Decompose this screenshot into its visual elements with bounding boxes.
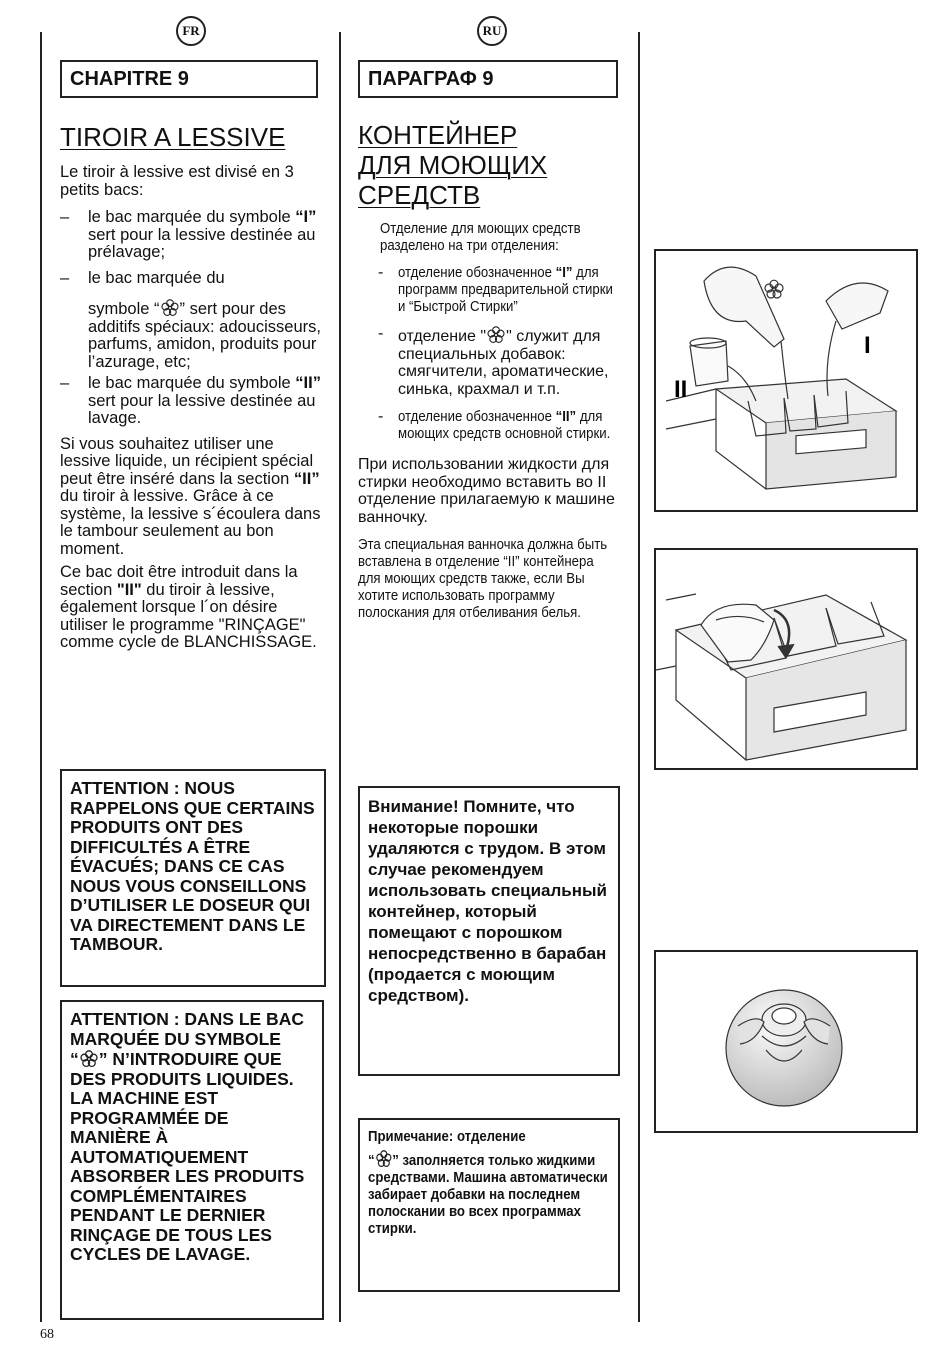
ru-attention-box: Внимание! Помните, что некоторые порошки удаляются с трудом. В этом случае рекомендуем использовать специальный контейнер, который помещают с порошком непосредственно в барабан (продается с моющим средством). — [358, 786, 620, 1076]
figure-liquid-container-insert — [654, 548, 918, 770]
fr-intro: Le tiroir à lessive est divisé en 3 petits bacs: — [60, 163, 294, 199]
fr-chapter-heading: CHAPITRE 9 — [60, 60, 318, 98]
fr-column — [60, 60, 322, 652]
compartment-label-I: I — [864, 332, 871, 359]
column-rule-left — [40, 32, 42, 1322]
ru-compartment-list — [378, 264, 618, 442]
ru-list-item-1: - отделение обозначенное “I” для программ предварительной стирки и “Быстрой Стирки” — [378, 264, 618, 315]
fr-attention-box-2: ATTENTION : DANS LE BAC MARQUÉE DU SYMBOLE “ ” N’INTRODUIRE QUE DES PRODUITS LIQUIDES. LA MACHINE EST PROGRAMMÉE DE MANIÈRE À AUTOMATIQUEMENT ABSORBER LES PRODUITS COMPLÉMENTAIRES PENDANT LE DERNIER RINÇAGE DE TOUS LES CYCLES DE LAVAGE. — [60, 1000, 324, 1320]
flower-symbol-icon — [79, 1049, 99, 1069]
page-number: 68 — [40, 1327, 54, 1342]
compartment-label-II: II — [674, 376, 688, 403]
fr-attention-box-1: ATTENTION : NOUS RAPPELONS QUE CERTAINS PRODUITS ONT DES DIFFICULTÉS A ÊTRE ÉVACUÉS; DANS CE CAS NOUS VOUS CONSEILLONS D’UTILISER LE DOSEUR QUI VA DIRECTEMENT DANS LE TAMBOUR. — [60, 769, 326, 987]
fr-compartment-list — [60, 209, 322, 428]
fr-paragraph-liquid: Si vous souhaitez utiliser une lessive liquide, un récipient spécial peut être inséré dans la section “II” du tiroir à lessive. Grâce à ce système, la lessive s´écoulera dans le tambour seulement au bon moment. — [60, 434, 321, 558]
flower-symbol-icon — [486, 325, 506, 345]
column-rule-right — [638, 32, 640, 1322]
ru-section-title: КОНТЕЙНЕР ДЛЯ МОЮЩИХ СРЕДСТВ — [358, 120, 548, 210]
fr-paragraph-insert: Ce bac doit être introduit dans la section "II" du tiroir à lessive, également lorsque l´on désire utiliser le programme "RINÇAGE" comme cycle de BLANCHISSAGE. — [60, 563, 317, 651]
ru-list-item-2: - отделение " " служит для специальных добавок: смягчители, ароматические, синька, крахмал и т.п. — [378, 325, 618, 398]
drawer-filling-illustration — [656, 251, 916, 510]
ru-list-item-3: - отделение обозначенное “II” для моющих средств основной стирки. — [378, 408, 618, 442]
fr-section-title: TIROIR A LESSIVE — [60, 122, 286, 152]
fr-list-item-1: – le bac marquée du symbole “I” sert pour la lessive destinée au prélavage; — [60, 209, 322, 262]
ru-intro: Отделение для моющих средств разделено на три отделения: — [380, 220, 581, 254]
dosing-ball-icon — [656, 952, 916, 1131]
column-rule-mid — [339, 32, 341, 1322]
ru-paragraph-liquid: При использовании жидкости для стирки необходимо вставить во II отделение прилагаемую к машине ванночку. — [358, 456, 615, 526]
figure-dosing-ball — [654, 950, 918, 1133]
fr-list-item-2: – le bac marquée du symbole “ ” sert pour des additifs spéciaux: adoucisseurs, parfums, amidon, produits pour l’azurage, etc; — [60, 270, 322, 372]
flower-symbol-icon — [160, 298, 180, 318]
ru-language-badge: RU — [477, 16, 507, 46]
figure-detergent-drawer-filling — [654, 249, 918, 512]
liquid-container-illustration — [656, 550, 916, 768]
flower-symbol-icon — [375, 1149, 393, 1169]
ru-paragraph-insert: Эта специальная ванночка должна быть вставлена в отделение “II” контейнера для моющих средств также, если Вы хотите использовать программу полоскания для отбеливания белья. — [358, 536, 608, 621]
ru-column — [358, 60, 620, 621]
fr-list-item-3: – le bac marquée du symbole “II” sert pour la lessive destinée au lavage. — [60, 375, 322, 428]
ru-note-box: Примечание: отделение “ ” заполняется только жидкими средствами. Машина автоматически забирает добавки на последнем полоскании во всех программах стирки. — [358, 1118, 620, 1292]
fr-language-badge: FR — [176, 16, 206, 46]
ru-chapter-heading: ПАРАГРАФ 9 — [358, 60, 618, 98]
